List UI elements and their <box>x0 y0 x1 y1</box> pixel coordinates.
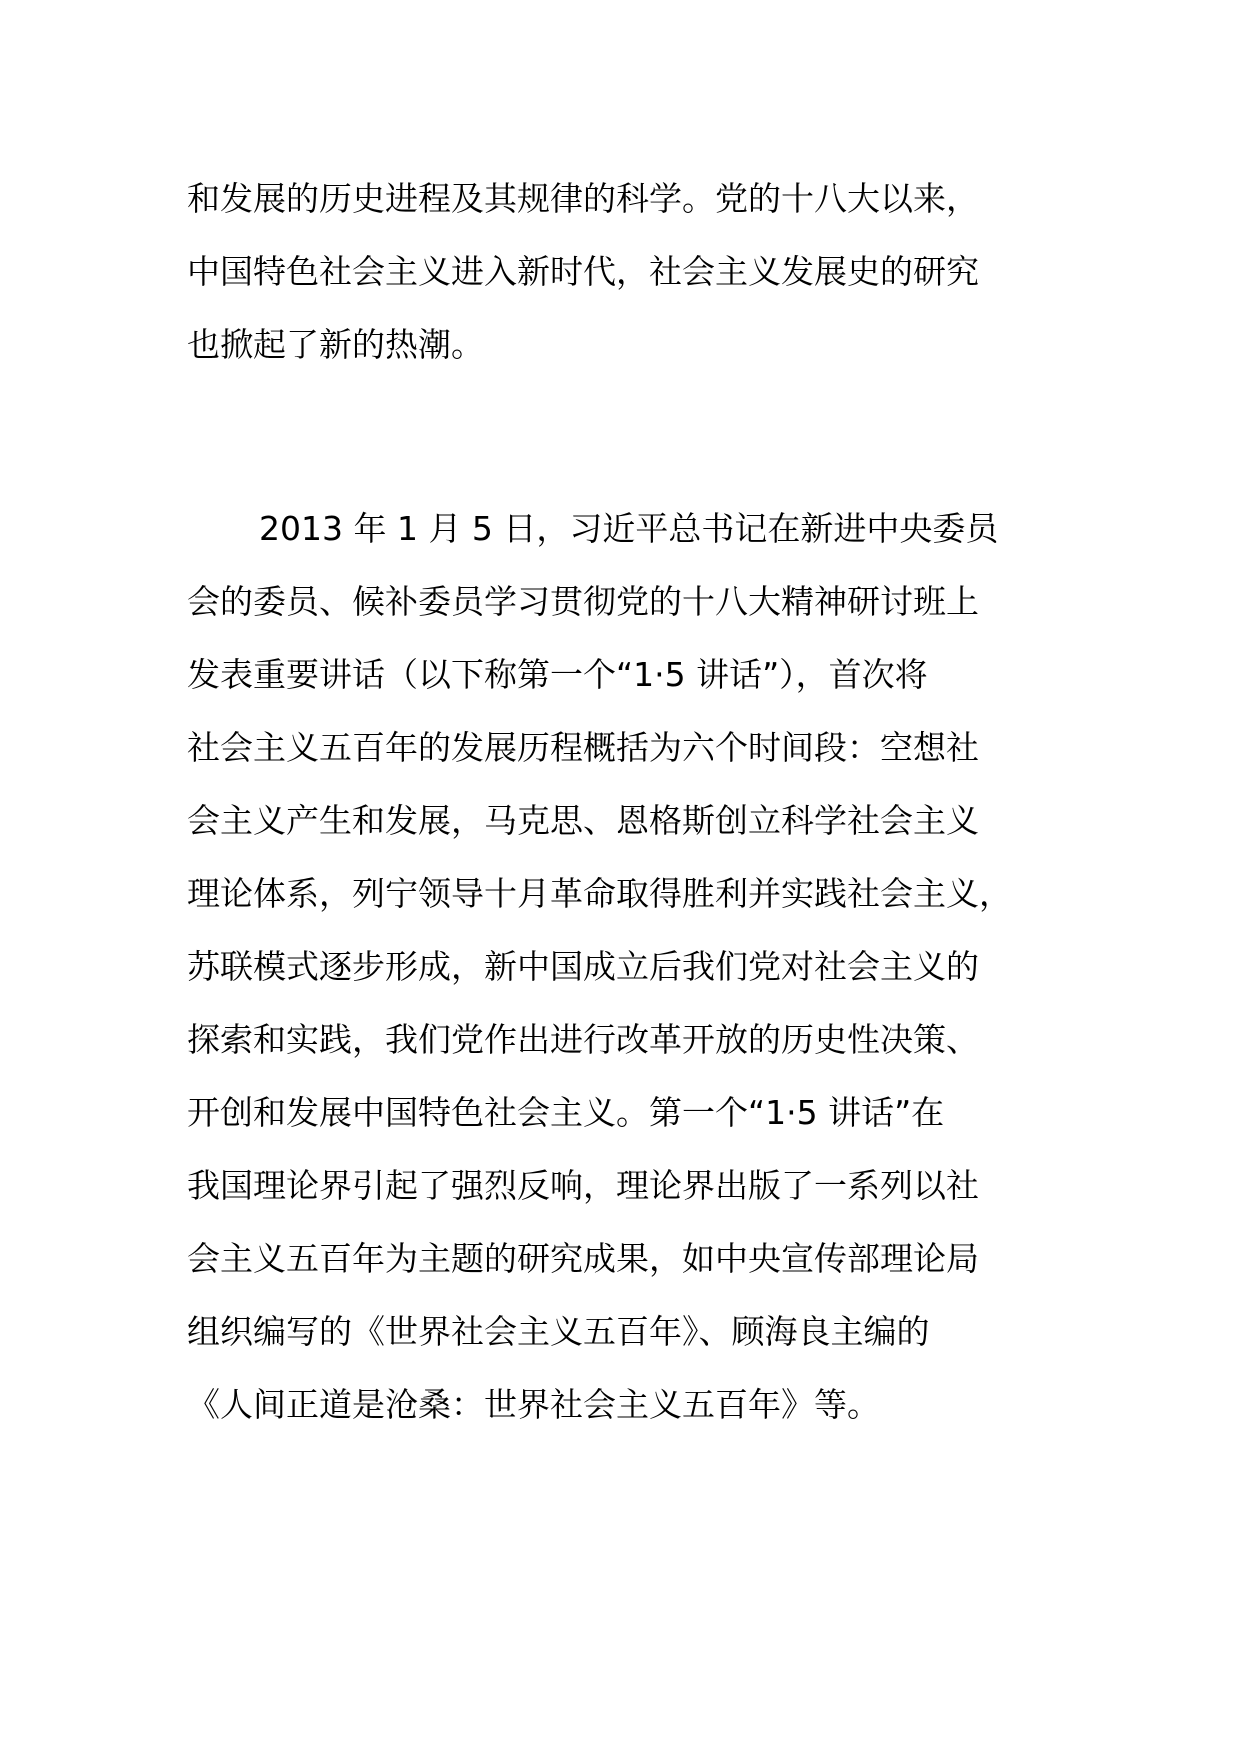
text-line: 探索和实践，我们党作出进行改革开放的历史性决策、 <box>187 1020 979 1059</box>
text-line: 社会主义五百年的发展历程概括为六个时间段：空想社 <box>187 728 979 767</box>
text-line: 中国特色社会主义进入新时代，社会主义发展史的研究 <box>187 252 979 291</box>
text-line: 和发展的历史进程及其规律的科学。党的十八大以来， <box>187 179 979 218</box>
text-line: 《人间正道是沧桑：世界社会主义五百年》等。 <box>187 1385 880 1424</box>
text-line: 也掀起了新的热潮。 <box>187 325 484 364</box>
text-line: 我国理论界引起了强烈反响，理论界出版了一系列以社 <box>187 1166 979 1205</box>
text-line: 发表重要讲话（以下称第一个“1·5 讲话”），首次将 <box>187 655 928 694</box>
paragraph-1 <box>187 162 1107 381</box>
text-line-first: 2013 年 1 月 5 日，习近平总书记在新进中央委员 <box>259 509 999 548</box>
text-line: 会主义产生和发展，马克思、恩格斯创立科学社会主义 <box>187 801 979 840</box>
text-line: 组织编写的《世界社会主义五百年》、顾海良主编的 <box>187 1312 930 1351</box>
text-line: 开创和发展中国特色社会主义。第一个“1·5 讲话”在 <box>187 1093 945 1132</box>
paragraph-2 <box>187 492 1107 1441</box>
text-line: 理论体系，列宁领导十月革命取得胜利并实践社会主义， <box>187 874 1012 913</box>
text-line: 苏联模式逐步形成，新中国成立后我们党对社会主义的 <box>187 947 979 986</box>
text-line: 会主义五百年为主题的研究成果，如中央宣传部理论局 <box>187 1239 979 1278</box>
text-line: 会的委员、候补委员学习贯彻党的十八大精神研讨班上 <box>187 582 979 621</box>
